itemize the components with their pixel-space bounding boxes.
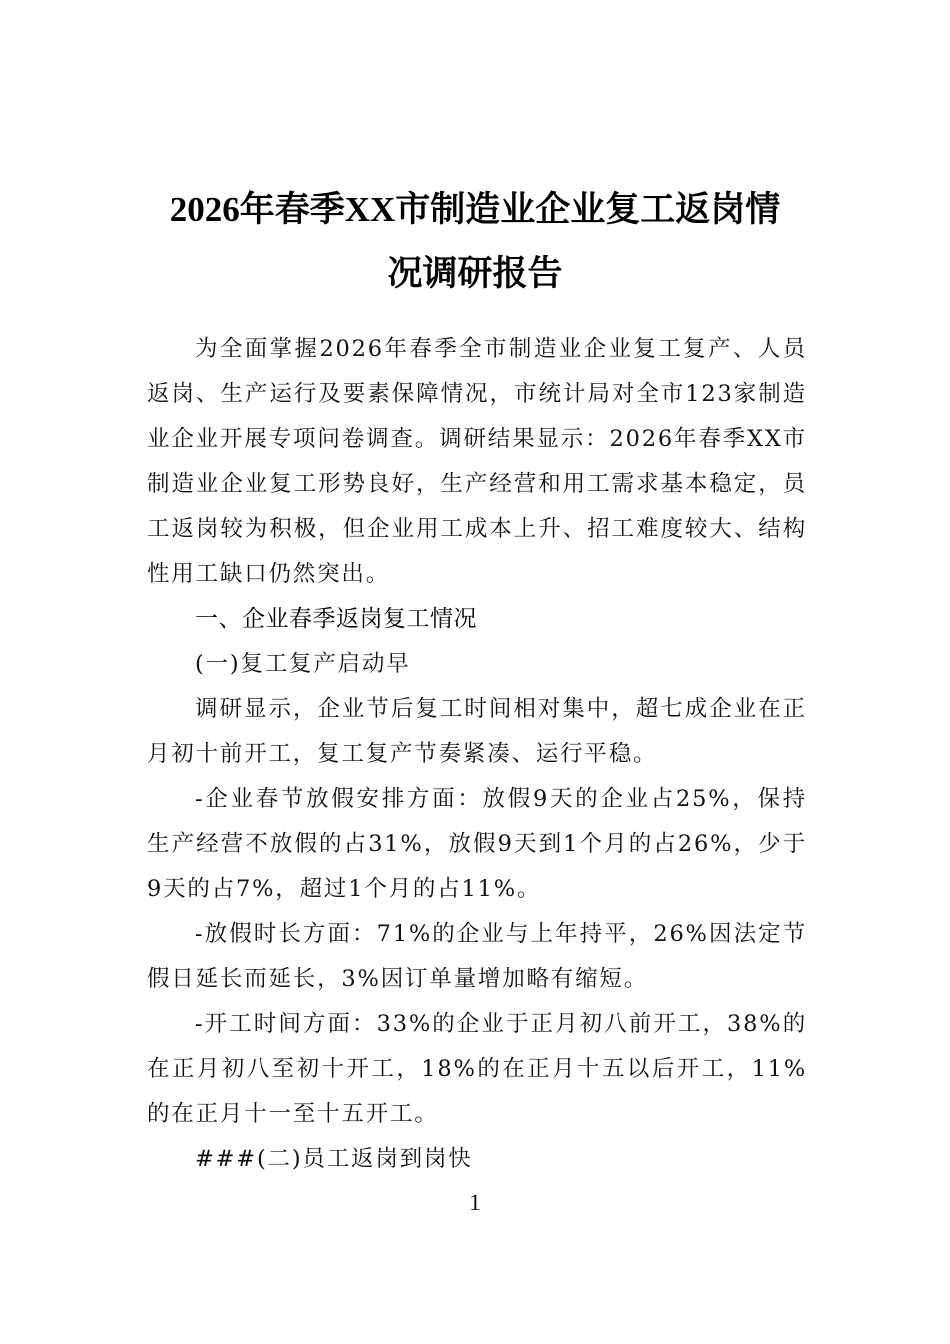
- page-number: 1: [469, 1190, 481, 1215]
- title-line-2: 况调研报告: [387, 254, 563, 294]
- document-title: [120, 178, 830, 306]
- body-paragraph-holiday-arrangement: -企业春节放假安排方面：放假9天的企业占25%，保持生产经营不放假的占31%，放假9天到1个月的占26%，少于9天的占7%，超过1个月的占11%。: [147, 786, 807, 902]
- body-paragraph-holiday-duration: -放假时长方面：71%的企业与上年持平，26%因法定节假日延长而延长，3%因订单量增加略有缩短。: [147, 921, 807, 992]
- intro-paragraph: 为全面掌握2026年春季全市制造业企业复工复产、人员返岗、生产运行及要素保障情况，市统计局对全市123家制造业企业开展专项问卷调查。调研结果显示：2026年春季XX市制造业企业复工形势良好，生产经营和用工需求基本稳定，员工返岗较为积极，但企业用工成本上升、招工难度较大、结构性用工缺口仍然突出。: [147, 336, 807, 587]
- subsection-heading-2: ###(二)员工返岗到岗快: [195, 1146, 473, 1172]
- document-body: [147, 327, 807, 1182]
- section-heading-1: 一、企业春季返岗复工情况: [195, 606, 477, 632]
- title-line-1: 2026年春季XX市制造业企业复工返岗情: [169, 190, 781, 230]
- subsection-heading-1: (一)复工复产启动早: [195, 651, 411, 677]
- body-paragraph: 调研显示，企业节后复工时间相对集中，超七成企业在正月初十前开工，复工复产节奏紧凑、运行平稳。: [147, 696, 807, 767]
- body-paragraph-start-time: -开工时间方面：33%的企业于正月初八前开工，38%的在正月初八至初十开工，18%的在正月十五以后开工，11%的在正月十一至十五开工。: [147, 1011, 807, 1127]
